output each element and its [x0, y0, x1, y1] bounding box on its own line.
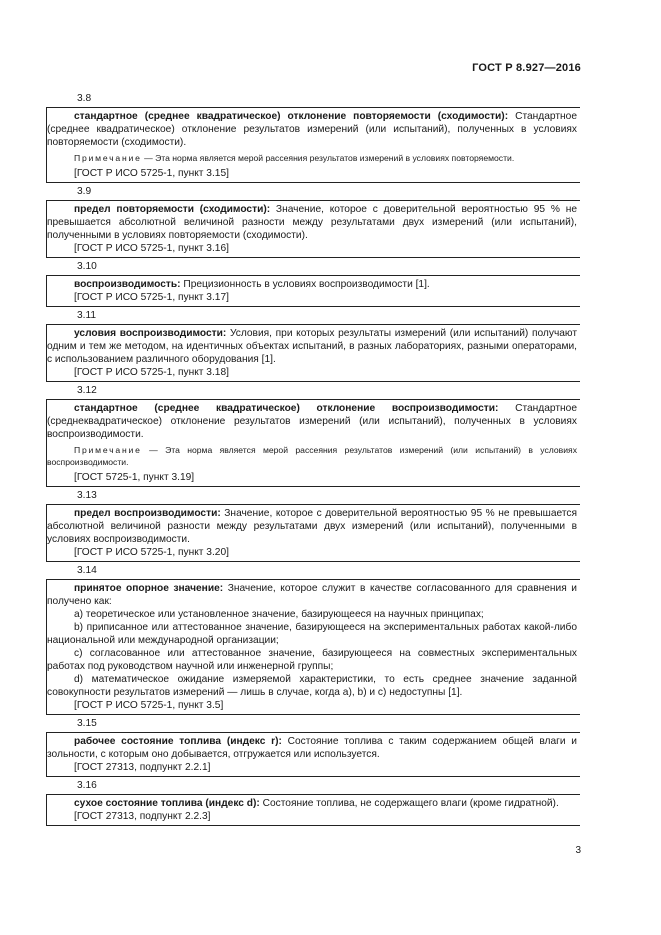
entry-number: 3.8	[77, 93, 92, 104]
term-entry	[46, 324, 580, 382]
source-reference: [ГОСТ 5725-1, пункт 3.19]	[74, 472, 195, 483]
entry-number: 3.16	[77, 780, 97, 791]
term-name: сухое состояние топлива (индекс d):	[74, 798, 260, 809]
term-entry	[46, 107, 580, 183]
term-name: стандартное (среднее квадратическое) отклонение повторяемости (сходимости):	[74, 111, 509, 122]
entry-number: 3.10	[77, 261, 97, 272]
term-name: воспроизводимость:	[74, 279, 181, 290]
definition	[47, 203, 577, 242]
source-reference: [ГОСТ Р ИСО 5725-1, пункт 3.16]	[74, 243, 229, 254]
term-definition: Значение, которое служит в качестве согласованного для сравнения и получено как:	[47, 583, 577, 607]
note	[47, 152, 577, 164]
definition	[47, 507, 577, 546]
list-item: d) математическое ожидание измеряемой характеристики, то есть среднее значение заданной совокупности результатов измерений — лишь в случае, когда а), b) и с) недоступны [1].	[47, 674, 577, 698]
term-definition: Значение, которое с доверительной вероятностью 95 % не превышается абсолютной величиной разности между результатами двух измерений (или испытаний), полученными в условиях воспроизводимости.	[47, 508, 577, 545]
term-name: рабочее состояние топлива (индекс r):	[74, 736, 282, 747]
term-name: условия воспроизводимости:	[74, 328, 227, 339]
list-item: с) согласованное или аттестованное значение, базирующееся на совместных экспериментальных работах под руководством научной или инженерной группы;	[47, 648, 577, 672]
term-entry	[46, 579, 580, 715]
entry-number: 3.11	[77, 310, 97, 321]
entry-number: 3.9	[77, 186, 92, 197]
list-item: b) приписанное или аттестованное значение, базирующееся на экспериментальных работах какой-либо национальной или международной организации;	[47, 622, 577, 646]
term-name: предел воспроизводимости:	[74, 508, 221, 519]
source-reference: [ГОСТ Р ИСО 5725-1, пункт 3.5]	[74, 700, 224, 711]
definition	[47, 402, 577, 441]
term-definition: Стандартное (среднее квадратическое) отклонение результатов измерений (или испытаний), полученных в условиях повторяемости (сходимости).	[47, 111, 577, 148]
term-definition: Стандартное (среднеквадратическое) отклонение результатов измерений (или испытаний), полученных в условиях воспроизводимости.	[47, 403, 577, 440]
definition	[47, 735, 577, 761]
entry-number: 3.12	[77, 385, 97, 396]
source-reference: [ГОСТ 27313, подпункт 2.2.1]	[74, 762, 211, 773]
term-entry	[46, 275, 580, 307]
source-reference: [ГОСТ 27313, подпункт 2.2.3]	[74, 811, 211, 822]
definition	[47, 582, 577, 608]
term-definition: Состояние топлива с таким содержанием общей влаги и зольности, с которым оно добывается, отгружается или используется.	[47, 736, 577, 760]
source-reference: [ГОСТ Р ИСО 5725-1, пункт 3.18]	[74, 367, 229, 378]
entry-number: 3.13	[77, 490, 97, 501]
term-entry	[46, 504, 580, 562]
page-number: 3	[575, 845, 581, 856]
entry-number: 3.14	[77, 565, 97, 576]
source-reference: [ГОСТ Р ИСО 5725-1, пункт 3.17]	[74, 292, 229, 303]
terms-list	[46, 90, 580, 826]
definition	[47, 110, 577, 149]
term-name: стандартное (среднее квадратическое) отклонение воспроизводимости:	[74, 403, 499, 414]
term-entry	[46, 732, 580, 777]
term-name: предел повторяемости (сходимости):	[74, 204, 271, 215]
term-entry	[46, 200, 580, 258]
note-text: — Эта норма является мерой рассеяния результатов измерений (или испытаний) в условиях воспроизводимости.	[47, 445, 577, 467]
term-definition: Значение, которое с доверительной вероятностью 95 % не превышается абсолютной величиной разности между результатами двух измерений (или испытаний), полученными в условиях повторяемости (сходимости).	[47, 204, 577, 241]
source-reference: [ГОСТ Р ИСО 5725-1, пункт 3.20]	[74, 547, 229, 558]
definition	[47, 327, 577, 366]
note	[47, 444, 577, 468]
note-text: — Эта норма является мерой рассеяния результатов измерений в условиях повторяемости.	[141, 153, 515, 163]
definition	[47, 278, 577, 291]
term-definition: Состояние топлива, не содержащего влаги (кроме гидратной).	[259, 798, 559, 809]
entry-number: 3.15	[77, 718, 97, 729]
term-entry	[46, 399, 580, 487]
term-definition: Условия, при которых результаты измерений (или испытаний) получают одним и тем же методом, на идентичных объектах испытаний, в разных лабораториях, разными операторами, с использованием различного оборудования [1].	[47, 328, 577, 365]
definition	[47, 797, 577, 810]
term-entry	[46, 794, 580, 826]
term-name: принятое опорное значение:	[74, 583, 224, 594]
term-definition: Прецизионность в условиях воспроизводимости [1].	[180, 279, 430, 290]
note-label: Примечание	[74, 445, 142, 455]
document-header: ГОСТ Р 8.927—2016	[472, 62, 581, 74]
note-label: Примечание	[74, 153, 142, 163]
list-item: а) теоретическое или установленное значение, базирующееся на научных принципах;	[74, 609, 484, 620]
source-reference: [ГОСТ Р ИСО 5725-1, пункт 3.15]	[74, 168, 229, 179]
